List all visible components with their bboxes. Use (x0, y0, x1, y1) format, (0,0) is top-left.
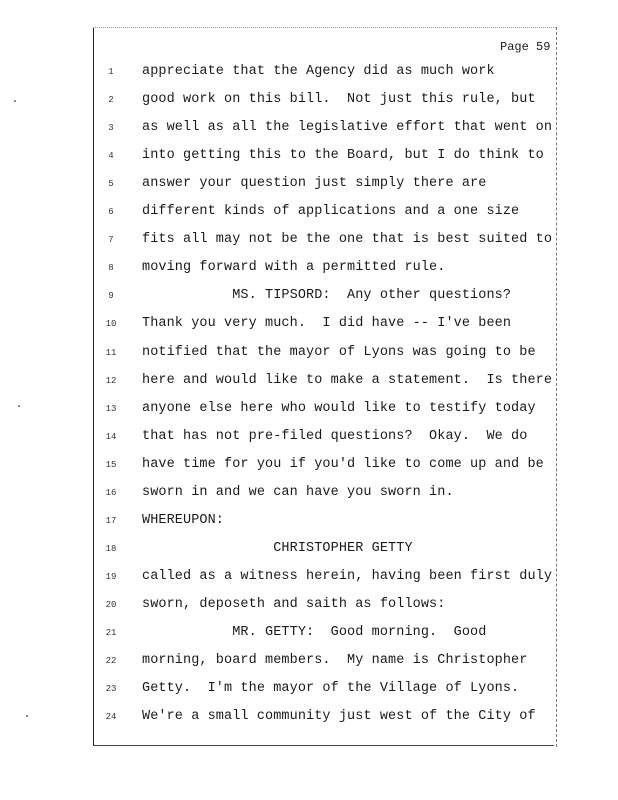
line-number: 21 (105, 628, 117, 638)
transcript-line-text: sworn, deposeth and saith as follows: (142, 596, 446, 612)
transcript-line-text: sworn in and we can have you sworn in. (142, 484, 454, 500)
line-number: 4 (108, 151, 114, 162)
line-number: 18 (105, 543, 117, 554)
page-number: Page 59 (500, 40, 551, 54)
transcript-line-text: We're a small community just west of the City of (142, 709, 536, 725)
transcript-line-text: that has not pre-filed questions? Okay. We do (142, 428, 528, 444)
page-right-edge (556, 27, 557, 747)
scan-speck (18, 405, 20, 407)
line-number: 10 (105, 319, 117, 330)
transcript-line-text: CHRISTOPHER GETTY (142, 540, 413, 556)
line-number: 19 (105, 571, 117, 582)
transcript-line-text: good work on this bill. Not just this rule, but (142, 92, 536, 108)
scan-speck (26, 715, 28, 717)
line-number: 8 (108, 263, 114, 274)
line-number: 2 (108, 95, 114, 106)
line-number: 24 (105, 712, 117, 723)
line-number: 20 (105, 599, 117, 610)
transcript-line-text: WHEREUPON: (142, 512, 225, 528)
transcript-line-text: different kinds of applications and a one size (142, 204, 520, 220)
transcript-line-text: have time for you if you'd like to come up and be (142, 456, 544, 472)
transcript-line-text: Getty. I'm the mayor of the Village of Lyons. (142, 681, 520, 697)
transcript-line-text: as well as all the legislative effort that went on (142, 120, 553, 136)
page-top-edge (93, 27, 556, 28)
line-number: 14 (105, 431, 117, 442)
transcript-line-text: into getting this to the Board, but I do think to (142, 148, 544, 164)
line-number: 9 (108, 291, 114, 302)
transcript-line-text: Thank you very much. I did have -- I've been (142, 316, 512, 332)
line-number: 17 (105, 515, 117, 526)
line-number: 3 (108, 123, 114, 134)
transcript-line-text: answer your question just simply there are (142, 176, 487, 192)
line-number: 13 (105, 403, 117, 414)
transcript-line-text: anyone else here who would like to testify today (142, 400, 536, 416)
transcript-line-text: MR. GETTY: Good morning. Good (142, 625, 487, 640)
transcript-line-text: called as a witness herein, having been first duly (142, 568, 553, 584)
line-number: 5 (108, 179, 114, 190)
line-number: 6 (108, 207, 114, 218)
line-number: 1 (108, 67, 114, 77)
transcript-line-text: here and would like to make a statement. Is there (142, 372, 553, 388)
scan-speck (14, 100, 16, 102)
transcript-line-text: MS. TIPSORD: Any other questions? (142, 288, 512, 304)
transcript-line-text: appreciate that the Agency did as much work (142, 64, 495, 79)
transcript-line-text: fits all may not be the one that is best suited to (142, 232, 553, 248)
transcript-line-text: notified that the mayor of Lyons was going to be (142, 344, 536, 360)
line-number: 11 (105, 347, 117, 358)
line-number: 22 (105, 656, 117, 667)
line-number: 12 (105, 375, 117, 386)
transcript-line-text: moving forward with a permitted rule. (142, 260, 446, 276)
line-number: 7 (108, 235, 114, 246)
line-number: 15 (105, 459, 117, 470)
line-number: 23 (105, 684, 117, 695)
transcript-line-text: morning, board members. My name is Christopher (142, 653, 528, 669)
line-number: 16 (105, 487, 117, 498)
